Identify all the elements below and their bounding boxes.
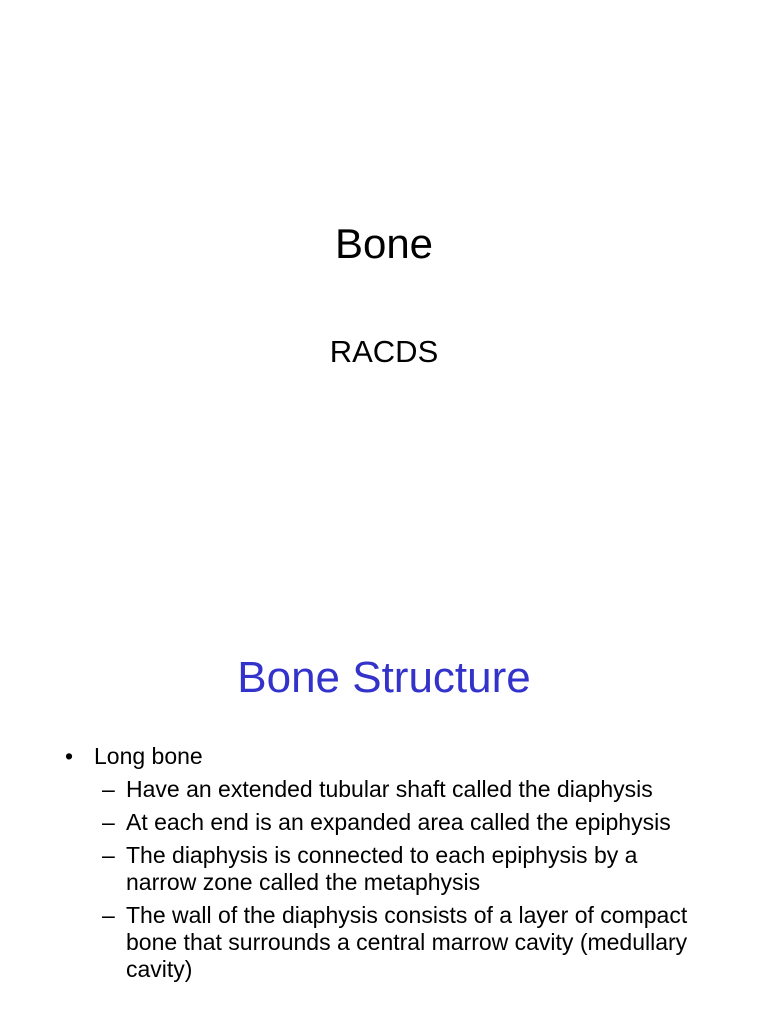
sub-bullet-text: The wall of the diaphysis consists of a layer of compact bone that surrounds a central marrow cavity (medullary cavity): [126, 902, 688, 982]
dash-marker: –: [102, 776, 115, 802]
dash-marker: –: [102, 809, 115, 835]
sub-bullet-item: [0, 776, 768, 803]
sub-bullet-text: At each end is an expanded area called the epiphysis: [126, 809, 671, 835]
bullet-marker: •: [65, 743, 74, 769]
sub-bullet-item: [0, 902, 768, 983]
slide-subtitle: RACDS: [329, 334, 439, 369]
slide-title: Bone Structure: [237, 653, 531, 702]
sub-bullet-text: The diaphysis is connected to each epiphysis by a narrow zone called the metaphysis: [126, 842, 638, 895]
bullet-text: Long bone: [94, 743, 203, 769]
sub-bullet-text: Have an extended tubular shaft called the diaphysis: [126, 776, 653, 802]
bullet-list: [0, 743, 768, 989]
dash-marker: –: [102, 902, 115, 928]
sub-bullet-list: [94, 776, 768, 983]
bullet-item: [0, 743, 768, 983]
dash-marker: –: [102, 842, 115, 868]
sub-bullet-item: [0, 842, 768, 896]
sub-bullet-item: [0, 809, 768, 836]
slide-title: Bone: [334, 220, 434, 267]
content-slide: [0, 576, 768, 1024]
